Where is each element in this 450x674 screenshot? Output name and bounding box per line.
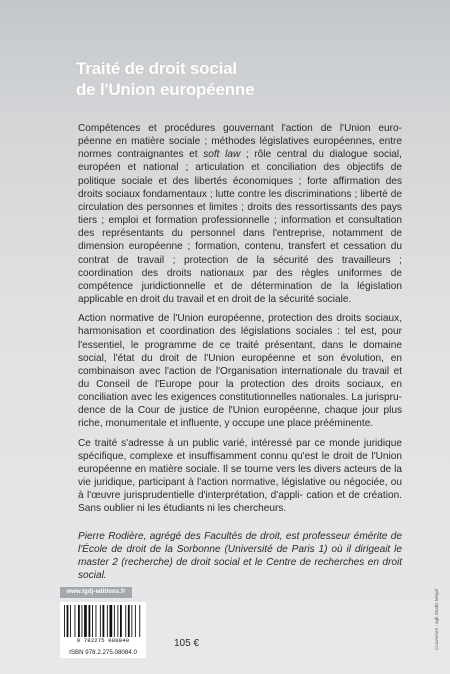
cover-credit: Couverture : agb Studio Mégaf (434, 588, 439, 650)
book-title (76, 58, 396, 100)
paragraph-programme: Action normative de l'Union européenne, protection des droits sociaux, harmonisation et coordination des législations sociales : tel est, pour l'essentiel, le programme de ce traité présentant, dans le domaine social, l'état du droit de l'Union européenne et son évolution, en combinaison avec l'action de l'Organisation internationale du travail et du Conseil de l'Europe pour la protection des droits sociaux, en conciliation avec les exigences constitutionnelles nationales. La jurispru- dence de la Cour de justice de l'Union européenne, chaque jour plus riche, monumentale et influente, y occupe une place prééminente. (78, 313, 402, 430)
barcode-bars (64, 605, 142, 637)
title-line-2: de l'Union européenne (76, 80, 255, 99)
title-line-1: Traité de droit social (76, 59, 237, 78)
publisher-url: www.lgdj-editions.fr (60, 587, 132, 598)
barcode (60, 602, 146, 648)
blurb (78, 122, 402, 588)
paragraph-competences: Compétences et procédures gouvernant l'action de l'Union euro- péenne en matière sociale ; méthodes législatives européennes, entre normes contraignantes et soft law ; rôle central du dialogue social, européen et national ; articulation et conciliation des objectifs de politique sociale et des libertés économiques ; forte affirmation des droits sociaux fondamentaux ; lutte contre les discriminations ; liberté de circulation des personnes et limites ; droits des ressortissants des pays tiers ; emploi et formation professionnelle ; information et consultation des représentants du personnel dans l'entreprise, notamment de dimension européenne ; formation, contenu, transfert et cessation du contrat de travail ; protection de la sécurité des travailleurs ; coordination des droits nationaux par des règles uniformes de compétence juridictionnelle et de détermination de la législation applicable en droit du travail et en droit de la sécurité sociale. (78, 123, 403, 306)
barcode-digits: 9 782275 080840 (76, 637, 130, 644)
isbn: ISBN 978.2.275.08084.0 (60, 648, 146, 658)
paragraph-public: Ce traité s'adresse à un public varié, intéressé par ce monde juridique spécifique, complexe et insuffisamment connu qu'est le droit de l'Union européenne en matière sociale. Il se tourne vers les divers acteurs de la vie juridique, participant à l'action normative, législative ou négociée, ou à l'œuvre jurisprudentielle d'interprétation, d'appli- cation et de création. Sans oublier ni les étudiants ni les chercheurs. (78, 437, 402, 515)
emphasis-soft-law: soft law (203, 149, 241, 161)
price: 105 € (174, 638, 200, 649)
author-bio: Pierre Rodière, agrégé des Facultés de droit, est professeur émérite de l'École de droit de la Sorbonne (Université de Paris 1) où il dirigeait le master 2 (recherche) de droit social et le Centre de recherches en droit social. (78, 530, 403, 581)
